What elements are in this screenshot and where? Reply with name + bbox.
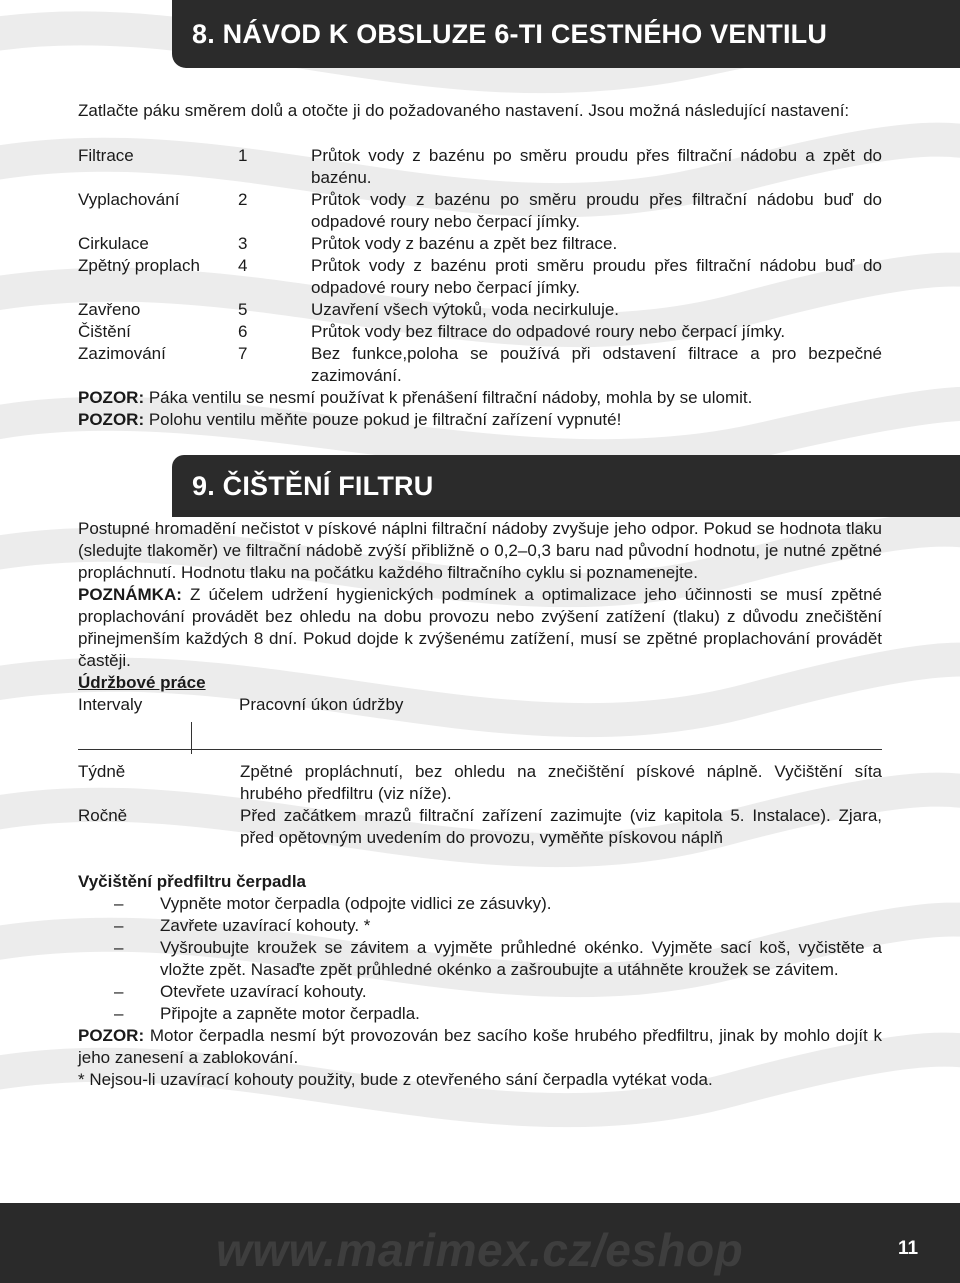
setting-row bbox=[78, 343, 882, 387]
setting-number: 6 bbox=[238, 322, 248, 341]
list-item bbox=[78, 915, 882, 937]
dash-bullet: – bbox=[114, 916, 124, 935]
warning-label: POZOR: bbox=[78, 410, 145, 429]
interval-column-header: Intervaly bbox=[78, 695, 143, 714]
dash-bullet: – bbox=[114, 938, 124, 957]
dash-bullet: – bbox=[114, 894, 124, 913]
warning-text: Motor čerpadla nesmí být provozován bez sacího koše hrubého předfiltru, jinak by mohlo dojít k jeho zanesení a zablokování. bbox=[78, 1026, 882, 1067]
setting-name: Zavřeno bbox=[78, 300, 141, 319]
section-9-title: 9. ČIŠTĚNÍ FILTRU bbox=[192, 471, 434, 501]
interval-cell: Ročně bbox=[78, 806, 128, 825]
setting-name: Zazimování bbox=[78, 344, 166, 363]
setting-name: Zpětný proplach bbox=[78, 256, 200, 275]
setting-description: Průtok vody z bazénu a zpět bez filtrace. bbox=[311, 234, 618, 253]
warning-label: POZOR: bbox=[78, 388, 145, 407]
setting-number: 7 bbox=[238, 344, 248, 363]
dash-bullet: – bbox=[114, 1004, 124, 1023]
setting-name: Čištění bbox=[78, 322, 131, 341]
footnote: * Nejsou-li uzavírací kohouty použity, bude z otevřeného sání čerpadla vytékat voda. bbox=[78, 1070, 713, 1089]
setting-row bbox=[78, 189, 882, 233]
note-label: POZNÁMKA: bbox=[78, 585, 182, 604]
setting-row bbox=[78, 299, 882, 321]
maintenance-table-header bbox=[78, 694, 882, 716]
setting-row bbox=[78, 145, 882, 189]
task-column-header: Pracovní úkon údržby bbox=[239, 695, 404, 714]
setting-name: Cirkulace bbox=[78, 234, 149, 253]
page-number: 11 bbox=[898, 1238, 919, 1259]
warning-text: Páka ventilu se nesmí používat k přenášení filtrační nádoby, mohla by se ulomit. bbox=[144, 388, 753, 407]
step-text: Zavřete uzavírací kohouty. * bbox=[160, 916, 371, 935]
list-item bbox=[78, 1003, 882, 1025]
setting-description: Průtok vody z bazénu po směru proudu přes filtrační nádobu buď do odpadové roury nebo čerpací jímky. bbox=[311, 190, 882, 231]
setting-description: Průtok vody bez filtrace do odpadové roury nebo čerpací jímky. bbox=[311, 322, 786, 341]
dash-bullet: – bbox=[114, 982, 124, 1001]
section-9-body bbox=[78, 518, 882, 716]
maintenance-title: Údržbové práce bbox=[78, 673, 206, 692]
setting-description: Průtok vody z bazénu po směru proudu přes filtrační nádobu a zpět do bazénu. bbox=[311, 146, 882, 187]
setting-name: Filtrace bbox=[78, 146, 134, 165]
list-item bbox=[78, 937, 882, 981]
prefilter-warning bbox=[78, 1025, 882, 1069]
step-text: Otevřete uzavírací kohouty. bbox=[160, 982, 367, 1001]
warning-1 bbox=[78, 387, 882, 409]
list-item bbox=[78, 893, 882, 915]
step-text: Vypněte motor čerpadla (odpojte vidlici ze zásuvky). bbox=[160, 894, 552, 913]
valve-settings-list bbox=[78, 145, 882, 431]
interval-cell: Týdně bbox=[78, 762, 126, 781]
task-cell: Před začátkem mrazů filtrační zařízení zazimujte (viz kapitola 5. Instalace). Zjara, před opětovným uvedením do provozu, vyměňte pískovou náplň bbox=[240, 806, 882, 847]
setting-number: 2 bbox=[238, 190, 248, 209]
step-text: Připojte a zapněte motor čerpadla. bbox=[160, 1004, 420, 1023]
pressure-paragraph: Postupné hromadění nečistot v pískové náplni filtrační nádoby zvyšuje jeho odpor. Pokud se hodnota tlaku (sledujte tlakoměr) ve filtrační nádobě zvýší přibližně o 0,2–0,3 baru nad původní hodnotu, je nutné zpětné propláchnutí. Hodnotu tlaku na počátku každého filtračního cyklu si poznamenejte. bbox=[78, 519, 882, 582]
setting-description: Uzavření všech výtoků, voda necirkuluje. bbox=[311, 300, 620, 319]
setting-number: 3 bbox=[238, 234, 248, 253]
note-text: Z účelem udržení hygienických podmínek a optimalizace jeho účinnosti se musí zpětné proplachování provádět bez ohledu na dobu provozu nebo zvýšení zatížení (tlaku) z důvodu znečištění přinejmenším každých 8 dní. Pokud dojde k zvýšenému zatížení, musí se zpětné proplachování provádět častěji. bbox=[78, 585, 882, 670]
footer-url-link[interactable]: www.marimex.cz/eshop bbox=[216, 1224, 744, 1276]
setting-description: Bez funkce,poloha se používá při odstavení filtrace a pro bezpečné zazimování. bbox=[311, 344, 882, 385]
step-text: Vyšroubujte kroužek se závitem a vyjměte průhledné okénko. Vyjměte sací koš, vyčistěte a vložte zpět. Nasaďte zpět průhledné okénko a zašroubujte a utáhněte kroužek se závitem. bbox=[160, 938, 882, 979]
setting-description: Průtok vody z bazénu proti směru proudu přes filtrační nádobu buď do odpadové roury nebo čerpací jímky. bbox=[311, 256, 882, 297]
table-row bbox=[78, 805, 882, 849]
setting-number: 1 bbox=[238, 146, 248, 165]
warning-2 bbox=[78, 409, 882, 431]
table-header-rule bbox=[78, 749, 882, 750]
section-8-heading bbox=[172, 0, 960, 68]
note-paragraph bbox=[78, 584, 882, 672]
setting-number: 4 bbox=[238, 256, 248, 275]
setting-row bbox=[78, 255, 882, 299]
warning-text: Polohu ventilu měňte pouze pokud je filtrační zařízení vypnuté! bbox=[144, 410, 622, 429]
prefilter-section bbox=[78, 871, 882, 1091]
section-8-title: 8. NÁVOD K OBSLUZE 6-TI CESTNÉHO VENTILU bbox=[192, 19, 828, 49]
table-row bbox=[78, 761, 882, 805]
setting-row bbox=[78, 321, 882, 343]
section-8-intro: Zatlačte páku směrem dolů a otočte ji do požadovaného nastavení. Jsou možná následující nastavení: bbox=[78, 101, 850, 120]
setting-name: Vyplachování bbox=[78, 190, 180, 209]
list-item bbox=[78, 981, 882, 1003]
setting-number: 5 bbox=[238, 300, 248, 319]
prefilter-title: Vyčištění předfiltru čerpadla bbox=[78, 872, 306, 891]
warning-label: POZOR: bbox=[78, 1026, 145, 1045]
task-cell: Zpětné propláchnutí, bez ohledu na znečištění pískové náplně. Vyčištění síta hrubého předfiltru (viz níže). bbox=[240, 762, 882, 803]
setting-row bbox=[78, 233, 882, 255]
section-9-heading bbox=[172, 455, 960, 517]
maintenance-table-body bbox=[78, 761, 882, 849]
